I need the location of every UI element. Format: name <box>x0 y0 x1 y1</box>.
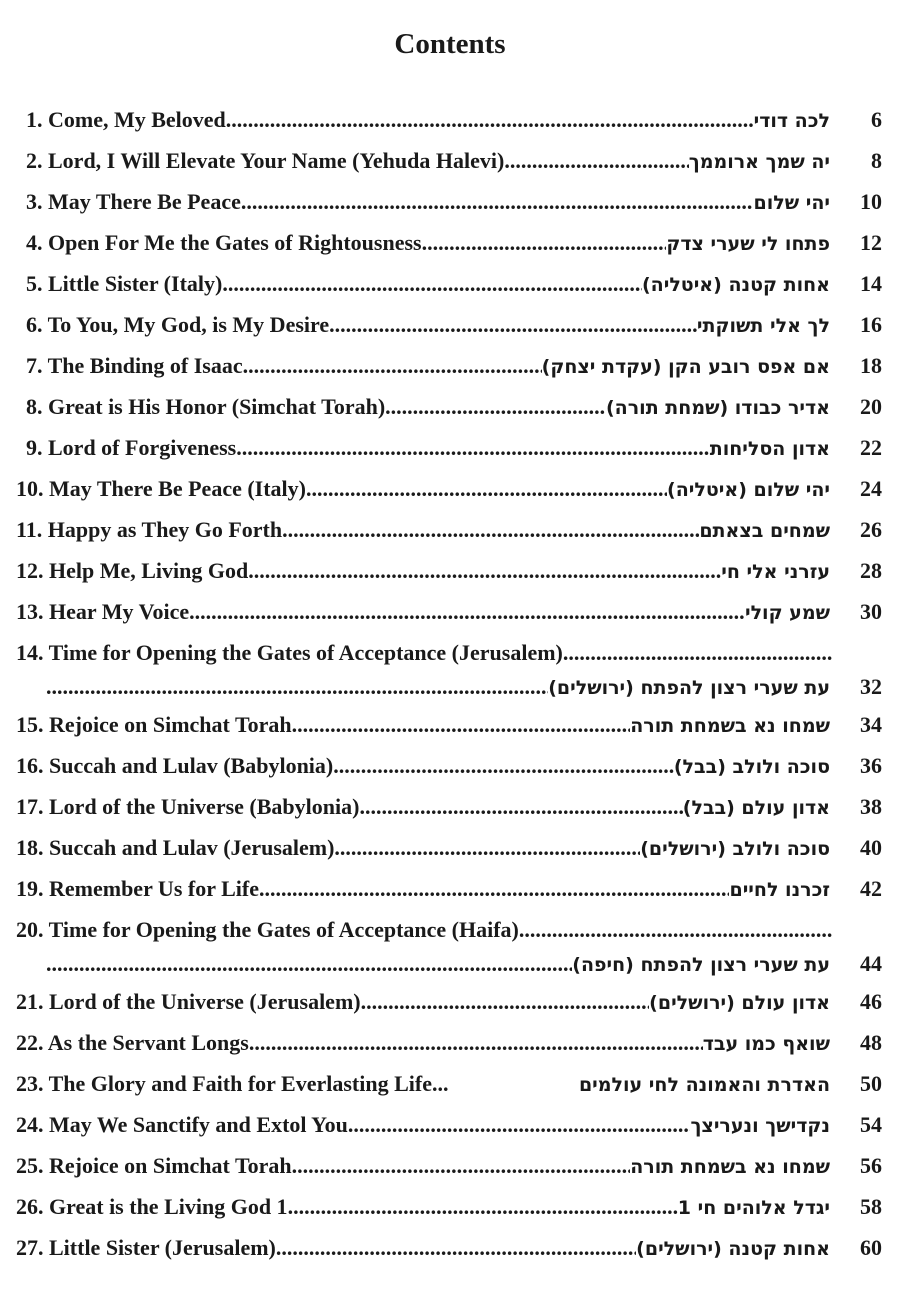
toc-entry[interactable] <box>0 1026 900 1067</box>
entry-page-number: 54 <box>860 1112 882 1137</box>
toc-entry[interactable] <box>0 1149 900 1190</box>
dot-leader <box>222 269 642 299</box>
entry-title-english: 27. Little Sister (Jerusalem) <box>16 1235 276 1260</box>
dot-leader <box>46 949 572 979</box>
toc-entry[interactable] <box>0 226 900 267</box>
dot-leader <box>348 1110 691 1140</box>
entry-page-number: 44 <box>860 951 882 976</box>
entry-page-number: 40 <box>860 835 882 860</box>
entry-title-hebrew: שמחו נא בשמחת תורה <box>630 1156 830 1178</box>
entry-title-hebrew: יגדל אלוהים חי 1 <box>677 1197 830 1219</box>
entry-page-number: 12 <box>860 230 882 255</box>
entry-title-english: 3. May There Be Peace <box>26 189 241 214</box>
toc-entry[interactable] <box>0 1231 900 1272</box>
entry-title-hebrew: שמחים בצאתם <box>699 520 830 542</box>
entry-title-english: 11. Happy as They Go Forth <box>16 517 283 542</box>
toc-entry[interactable] <box>0 913 900 985</box>
entry-page-number: 20 <box>860 394 882 419</box>
dot-leader <box>243 351 542 381</box>
entry-page-number: 16 <box>860 312 882 337</box>
entry-title-english: 2. Lord, I Will Elevate Your Name (Yehuda Halevi) <box>26 148 505 173</box>
entry-title-hebrew: אדיר כבודו (שמחת תורה) <box>606 397 830 419</box>
entry-title-hebrew: אחות קטנה (ירושלים) <box>636 1238 830 1260</box>
entry-title-hebrew: יהי שלום <box>753 192 830 214</box>
entry-title-hebrew: יה שמך ארוממך <box>688 151 830 173</box>
entry-title-english: 7. The Binding of Isaac <box>26 353 243 378</box>
dot-leader <box>292 1151 631 1181</box>
entry-page-number: 22 <box>860 435 882 460</box>
dot-leader <box>333 751 674 781</box>
toc-entry[interactable] <box>0 1190 900 1231</box>
entry-title-hebrew: שואף כמו עבד <box>702 1033 830 1055</box>
dot-leader <box>226 105 754 135</box>
entry-page-number: 10 <box>860 189 882 214</box>
entry-title-hebrew: עת שערי רצון להפתח (ירושלים) <box>548 677 830 699</box>
toc-entry[interactable] <box>0 308 900 349</box>
dot-leader <box>249 1028 703 1058</box>
entry-title-english: 6. To You, My God, is My Desire <box>26 312 330 337</box>
dot-leader <box>276 1233 636 1263</box>
entry-title-hebrew: אדון עולם (ירושלים) <box>649 992 830 1014</box>
entry-title-hebrew: פתחו לי שערי צדק <box>666 233 830 255</box>
toc-entry[interactable] <box>0 1067 900 1108</box>
toc-entry[interactable] <box>0 749 900 790</box>
toc-entry[interactable] <box>0 431 900 472</box>
entry-title-english: 23. The Glory and Faith for Everlasting Life <box>16 1071 432 1096</box>
toc-entry[interactable] <box>0 267 900 308</box>
entry-title-english: 12. Help Me, Living God <box>16 558 249 583</box>
entry-title-english: 10. May There Be Peace (Italy) <box>16 476 306 501</box>
entry-title-hebrew: אדון הסליחות <box>709 438 830 460</box>
toc-entry[interactable] <box>0 872 900 913</box>
dot-leader <box>422 228 667 258</box>
entry-page-number: 42 <box>860 876 882 901</box>
entry-title-english: 24. May We Sanctify and Extol You <box>16 1112 348 1137</box>
toc-entry[interactable] <box>0 595 900 636</box>
entry-page-number: 36 <box>860 753 882 778</box>
entry-page-number: 8 <box>871 148 882 173</box>
entry-title-hebrew: עזרני אלי חי <box>721 561 830 583</box>
dot-leader <box>385 392 606 422</box>
dot-leader <box>259 874 730 904</box>
dot-leader <box>292 710 631 740</box>
entry-page-number: 50 <box>860 1071 882 1096</box>
entry-page-number: 14 <box>860 271 882 296</box>
entry-page-number: 48 <box>860 1030 882 1055</box>
dot-leader <box>288 1192 678 1222</box>
entry-title-hebrew: סוכה ולולב (ירושלים) <box>640 838 830 860</box>
entry-page-number: 60 <box>860 1235 882 1260</box>
entry-page-number: 6 <box>871 107 882 132</box>
entry-page-number: 26 <box>860 517 882 542</box>
dot-leader <box>563 638 832 668</box>
toc-entry[interactable] <box>0 636 900 708</box>
entry-title-hebrew: עת שערי רצון להפתח (חיפה) <box>572 954 830 976</box>
entry-title-english: 14. Time for Opening the Gates of Acceptance (Jerusalem) <box>16 640 563 665</box>
entry-title-english: 17. Lord of the Universe (Babylonia) <box>16 794 360 819</box>
entry-title-english: 9. Lord of Forgiveness <box>26 435 237 460</box>
toc-entry[interactable] <box>0 554 900 595</box>
entry-title-hebrew: לך אלי תשוקתי <box>696 315 830 337</box>
entry-title-english: 15. Rejoice on Simchat Torah <box>16 712 292 737</box>
entry-title-hebrew: אדון עולם (בבל) <box>682 797 830 819</box>
toc-list <box>0 103 900 1272</box>
dot-leader <box>282 515 699 545</box>
entry-title-hebrew: שמע קולי <box>744 602 830 624</box>
entry-title-hebrew: שמחו נא בשמחת תורה <box>630 715 830 737</box>
entry-title-hebrew: יהי שלום (איטליה) <box>667 479 830 501</box>
dot-leader <box>248 556 721 586</box>
entry-title-hebrew: זכרנו לחיים <box>729 879 830 901</box>
dot-leader <box>236 433 710 463</box>
entry-title-english: 4. Open For Me the Gates of Rightousness <box>26 230 422 255</box>
dot-leader <box>46 672 548 702</box>
entry-page-number: 30 <box>860 599 882 624</box>
entry-title-hebrew: לכה דודי <box>753 110 830 132</box>
dot-leader <box>334 833 640 863</box>
entry-title-english: 21. Lord of the Universe (Jerusalem) <box>16 989 361 1014</box>
toc-entry[interactable] <box>0 790 900 831</box>
entry-title-hebrew: נקדישך ונעריצך <box>690 1115 830 1137</box>
entry-title-hebrew: סוכה ולולב (בבל) <box>673 756 830 778</box>
dot-leader <box>504 146 688 176</box>
entry-page-number: 38 <box>860 794 882 819</box>
entry-title-hebrew: אחות קטנה (איטליה) <box>641 274 830 296</box>
dot-leader <box>189 597 745 627</box>
toc-entry[interactable] <box>0 390 900 431</box>
entry-title-hebrew: אם אפס רובע הקן (עקדת יצחק) <box>541 356 830 378</box>
entry-title-english: 22. As the Servant Longs <box>16 1030 249 1055</box>
toc-entry[interactable] <box>0 1108 900 1149</box>
entry-page-number: 24 <box>860 476 882 501</box>
toc-entry[interactable] <box>0 513 900 554</box>
dot-leader <box>519 915 832 945</box>
entry-title-english: 1. Come, My Beloved <box>26 107 226 132</box>
entry-title-english: 13. Hear My Voice <box>16 599 190 624</box>
dot-leader <box>359 792 682 822</box>
entry-title-english: 26. Great is the Living God 1 <box>16 1194 288 1219</box>
entry-title-english: 25. Rejoice on Simchat Torah <box>16 1153 292 1178</box>
entry-title-english: 16. Succah and Lulav (Babylonia) <box>16 753 334 778</box>
dot-leader <box>361 987 650 1017</box>
toc-entry[interactable] <box>0 708 900 749</box>
toc-entry[interactable] <box>0 472 900 513</box>
entry-page-number: 28 <box>860 558 882 583</box>
toc-entry[interactable] <box>0 103 900 144</box>
entry-title-english: 8. Great is His Honor (Simchat Torah) <box>26 394 386 419</box>
toc-entry[interactable] <box>0 349 900 390</box>
entry-title-english: 18. Succah and Lulav (Jerusalem) <box>16 835 335 860</box>
dot-leader <box>241 187 754 217</box>
entry-page-number: 56 <box>860 1153 882 1178</box>
entry-page-number: 18 <box>860 353 882 378</box>
toc-entry[interactable] <box>0 144 900 185</box>
entry-page-number: 46 <box>860 989 882 1014</box>
dot-leader <box>432 1069 448 1099</box>
dot-leader <box>329 310 697 340</box>
entry-page-number: 58 <box>860 1194 882 1219</box>
entry-page-number: 34 <box>860 712 882 737</box>
page-title: Contents <box>394 28 506 60</box>
entry-title-english: 20. Time for Opening the Gates of Acceptance (Haifa) <box>16 917 519 942</box>
entry-title-hebrew: האדרת והאמונה לחי עולמים <box>578 1074 830 1096</box>
toc-entry[interactable] <box>0 831 900 872</box>
toc-entry[interactable] <box>0 985 900 1026</box>
entry-page-number: 32 <box>860 674 882 699</box>
toc-entry[interactable] <box>0 185 900 226</box>
entry-title-english: 19. Remember Us for Life <box>16 876 259 901</box>
dot-leader <box>306 474 667 504</box>
entry-title-english: 5. Little Sister (Italy) <box>26 271 223 296</box>
